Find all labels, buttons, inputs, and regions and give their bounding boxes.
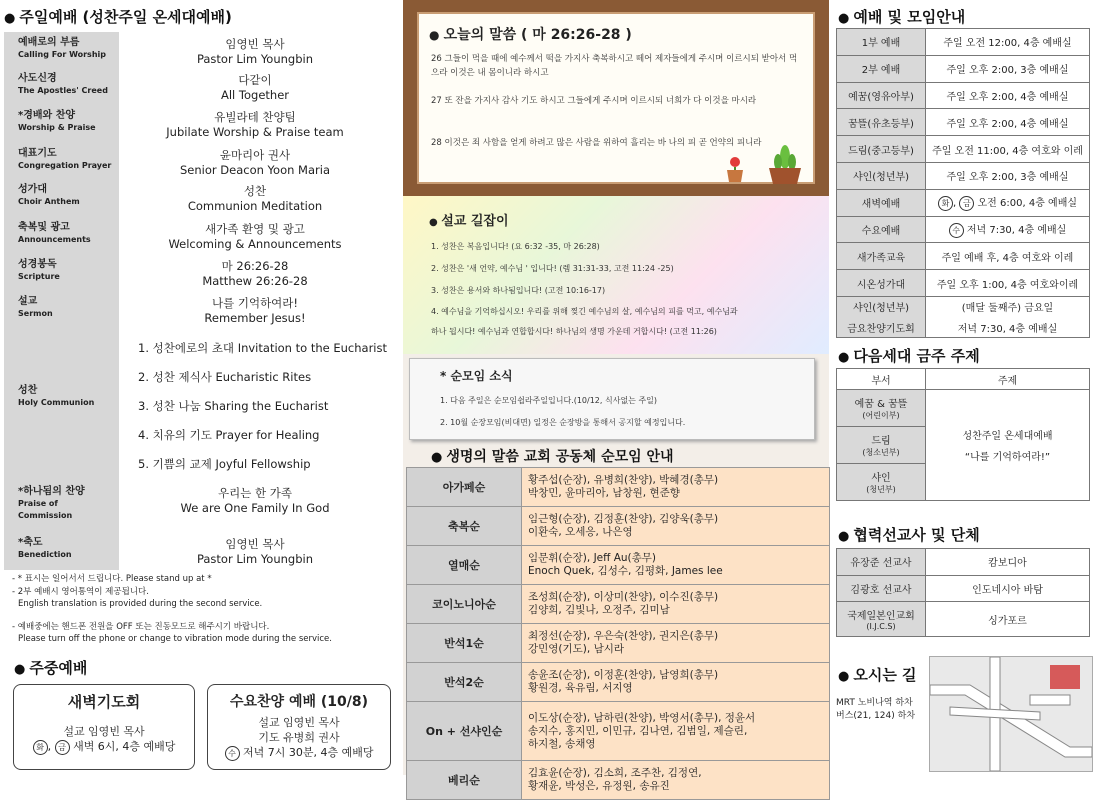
worship-item-value: 새가족 환영 및 광고 Welcoming & Announcements (168, 222, 342, 251)
worship-column: ● 주일예배 (성찬주일 온세대예배) 예배로의 부름 Calling For Worship 임영빈 목사 Pastor Lim Youngbin 사도신경 The Apostles' Creed 다같이 All Together *경배와 찬양 Worship & Praise 유빌라테 찬양팀 Jubilate Worship & Praise team 대표기도 Congregation Prayer 윤마리아 권사 Senior Deacon Yoon Maria 성가대 Choir Anthem 성찬 Communion Meditation 축복및 광고 Announcements 새가족 환영 및 광고 Welcoming & Announcements 성경봉독 Scripture 마 26:26-28 Matthew 26:26-28 설교 Sermon 나를 기억하여라! Remember Jesus! 성찬 Holy Communion 1. 성찬에로의 초대 Invitation to the Eucharist 2. 성찬 제식사 Eucharistic Rites 3. 성찬 나눔 Sharing the Eucharist 4. 치유의 기도 Prayer for Healing 5. 기쁨의 교제 Joyful Fellowship *하나됨의 찬양 Praise of Commission 우리는 한 가족 We are One Family In God *축도 Benediction 임영빈 목사 Pastor Lim Youngbin - * 표시는 일어서서 드립니다. Please stand up at * - 2부 예배시 영어통역이 제공됩니다. English translation is provided during the second service. - 예배중에는 핸드폰 전원을 OFF 또는 진동모드로 해주시기 바랍니다. Please turn off the phone or change to vibration mode during the service. ● 주중예배 새벽기도회 설교 임영빈 목사 화 , 금 새벽 6시, 4층 예배당 수요찬양 예배 (10/8) 설교 임영빈 목사 기도 유병희 권사 수 저녁 7시 30분, 4층 예배당 (0, 0, 400, 775)
schedule-time: 수 저녁 7:30, 4층 예배실 (926, 216, 1090, 243)
sermon-point: 2. 성찬은 '새 언약, 예수님 ' 입니다! (렘 31:31-33, 고전 11:24 -25) (431, 264, 674, 273)
schedule-table (836, 28, 1090, 338)
cell-row (407, 624, 830, 663)
verse-title: ● 오늘의 말씀 ( 마 26:26-28 ) (429, 27, 632, 43)
cell-row (407, 702, 830, 761)
theme-group: 드림 (청소년부) (837, 427, 926, 464)
worship-item-label: *경배와 찬양 Worship & Praise (18, 110, 96, 132)
schedule-name: 1부 예배 (837, 29, 926, 56)
news-item: 2. 10월 순장모임(비대면) 일정은 순장방을 통해서 공지할 예정입니다. (440, 418, 686, 427)
mission-place: 인도네시아 바탐 (926, 575, 1090, 602)
schedule-row (837, 29, 1090, 56)
communion-step: 2. 성찬 제식사 Eucharistic Rites (138, 370, 312, 384)
sermon-title: ● 설교 길잡이 (429, 214, 509, 229)
sermon-guide (403, 196, 829, 354)
cell-row (407, 585, 830, 624)
cell-members: 김효윤(순장), 김소희, 조주찬, 김정연, 황재윤, 박성은, 유정원, 송유진 (522, 761, 830, 800)
worship-item-label: 사도신경 The Apostles' Creed (18, 73, 108, 95)
note: Please turn off the phone or change to vibration mode during the service. (18, 634, 332, 644)
news-title: * 순모임 소식 (440, 369, 513, 383)
cell-name: 축복순 (407, 507, 522, 546)
cells-table (406, 467, 830, 800)
cell-row (407, 546, 830, 585)
worship-item-value: 다같이 All Together (221, 73, 289, 102)
worship-item-label: 성가대 Choir Anthem (18, 184, 80, 206)
cells-title: ● 생명의 말씀 교회 공동체 순모임 안내 (431, 449, 674, 465)
schedule-time: (매달 둘째주) 금요일 저녁 7:30, 4층 예배실 (926, 296, 1090, 337)
map-drawing (930, 657, 1092, 771)
cell-name: 반석1순 (407, 624, 522, 663)
communion-step: 4. 치유의 기도 Prayer for Healing (138, 428, 320, 442)
schedule-time: 주일 오후 1:00, 4층 여호와이레 (926, 270, 1090, 297)
weekday-title: ● 주중예배 (14, 659, 88, 677)
cell-row (407, 761, 830, 800)
missions-table (836, 548, 1090, 637)
note: - 2부 예배시 영어통역이 제공됩니다. (12, 587, 149, 597)
schedule-name: 2부 예배 (837, 55, 926, 82)
schedule-time: 주일 오후 2:00, 4층 예배실 (926, 109, 1090, 136)
verse-line: 27 또 잔을 가지사 감사 기도 하시고 그들에게 주시며 이르시되 너희가 다 이것을 마시라 (431, 96, 757, 106)
cell-name: 반석2순 (407, 663, 522, 702)
missionary-name: 유장준 선교사 (837, 549, 926, 576)
center-column (403, 0, 829, 792)
missions-title: ● 협력선교사 및 단체 (838, 526, 980, 544)
cell-members: 이도상(순장), 남하린(찬양), 박영서(총무), 정윤서 송지수, 홍지민, 이민규, 김나연, 김범일, 제슬린, 하지철, 송채영 (522, 702, 830, 761)
schedule-time: 주일 오전 12:00, 4층 예배실 (926, 29, 1090, 56)
note: - 예배중에는 핸드폰 전원을 OFF 또는 진동모드로 해주시기 바랍니다. (12, 622, 270, 632)
cell-row (407, 507, 830, 546)
info-column (832, 0, 1096, 775)
theme-title: ● 다음세대 금주 주제 (838, 347, 980, 365)
schedule-time: 주일 오후 2:00, 3층 예배실 (926, 55, 1090, 82)
cell-news-box (409, 358, 815, 440)
worship-item-label: 대표기도 Congregation Prayer (18, 148, 112, 170)
worship-item-value: 임영빈 목사 Pastor Lim Youngbin (196, 37, 314, 66)
cell-row (407, 468, 830, 507)
cell-members: 임근형(순장), 김정훈(찬양), 김양욱(총무) 이환숙, 오세응, 나은영 (522, 507, 830, 546)
worship-item-label: 축복및 광고 Announcements (18, 222, 91, 244)
cell-name: 열매순 (407, 546, 522, 585)
schedule-row (837, 109, 1090, 136)
schedule-title: ● 예배 및 모임안내 (838, 8, 966, 26)
schedule-name: 예꿈(영유아부) (837, 82, 926, 109)
note: English translation is provided during the second service. (18, 599, 263, 609)
schedule-time: 주일 오전 11:00, 4층 여호와 이레 (926, 136, 1090, 163)
schedule-name: 꿈뜰(유초등부) (837, 109, 926, 136)
mission-place: 캄보디아 (926, 549, 1090, 576)
communion-step: 3. 성찬 나눔 Sharing the Eucharist (138, 399, 329, 413)
theme-header: 주제 (926, 369, 1090, 390)
schedule-time: 주일 오후 2:00, 4층 예배실 (926, 82, 1090, 109)
sermon-point: 하나 됩시다! 예수님과 연합합시다! 하나님의 생명 가운데 거합시다! (고전 11:26) (431, 327, 717, 336)
worship-item-value: 나를 기억하여라! Remember Jesus! (204, 296, 306, 325)
schedule-name: 드림(중고등부) (837, 136, 926, 163)
worship-item-label: 성경봉독 Scripture (18, 259, 60, 281)
theme-group: 예꿈 & 꿈뜰 (어린이부) (837, 390, 926, 427)
theme-table (836, 368, 1090, 501)
cell-members: 황주섭(순장), 유병희(찬양), 박혜경(총무) 박창민, 윤마리아, 남창원, 현준향 (522, 468, 830, 507)
worship-item-value: 성찬 Communion Meditation (187, 184, 323, 213)
schedule-row (837, 162, 1090, 189)
missionary-name: 국제일본인교회 (I.J.C.S) (837, 602, 926, 637)
sermon-point: 4. 예수님을 기억하십시오! 우리를 위해 찢긴 예수님의 살, 예수님의 피를 먹고, 예수님과 (431, 307, 738, 316)
cell-members: 조성희(순장), 이상미(찬양), 이수진(총무) 김양희, 김빛나, 오정주, 김미남 (522, 585, 830, 624)
theme-header: 부서 (837, 369, 926, 390)
schedule-name: 새벽예배 (837, 189, 926, 216)
cell-members: 최정선(순장), 우은숙(찬양), 권지은(총무) 강민영(기도), 남시라 (522, 624, 830, 663)
schedule-row (837, 82, 1090, 109)
cell-name: 아가페순 (407, 468, 522, 507)
verse-line: 26 그들이 먹을 때에 예수께서 떡을 가지사 축복하시고 떼어 제자들에게 주시며 이르시되 받아서 먹으라 이것은 내 몸이니라 하시고 (431, 54, 798, 78)
schedule-row (837, 270, 1090, 297)
schedule-name: 새가족교육 (837, 243, 926, 270)
worship-title: ● 주일예배 (성찬주일 온세대예배) (4, 8, 232, 26)
schedule-row (837, 55, 1090, 82)
schedule-row (837, 243, 1090, 270)
schedule-name: 샤인(청년부) 금요찬양기도회 (837, 296, 926, 337)
dawn-prayer-box: 새벽기도회 설교 임영빈 목사 화 , 금 새벽 6시, 4층 예배당 (13, 684, 195, 770)
plant-pots-icon (723, 142, 803, 184)
communion-step: 1. 성찬에로의 초대 Invitation to the Eucharist (138, 341, 387, 355)
cell-members: 임문휘(순장), Jeff Au(총무) Enoch Quek, 김성수, 김평화, James lee (522, 546, 830, 585)
directions-title: ● 오시는 길 (838, 666, 917, 684)
schedule-name: 샤인(청년부) (837, 162, 926, 189)
schedule-time: 주일 예배 후, 4층 여호와 이레 (926, 243, 1090, 270)
verse-line: 28 이것은 죄 사함을 얻게 하려고 많은 사람을 위하여 흘리는 바 나의 피 곧 언약의 피니라 (431, 138, 762, 148)
schedule-name: 시온성가대 (837, 270, 926, 297)
schedule-row (837, 136, 1090, 163)
sermon-point: 1. 성찬은 복음입니다! (요 6:32 -35, 마 26:28) (431, 242, 600, 251)
worship-item-value: 마 26:26-28 Matthew 26:26-28 (202, 259, 308, 288)
schedule-time: 화 , 금 오전 6:00, 4층 예배실 (926, 189, 1090, 216)
worship-item-value: 유빌라테 찬양팀 Jubilate Worship & Praise team (166, 110, 344, 139)
worship-item-label: 예배로의 부름 Calling For Worship (18, 37, 106, 59)
mission-place: 싱가포르 (926, 602, 1090, 637)
note: - * 표시는 일어서서 드립니다. Please stand up at * (12, 574, 212, 584)
news-item: 1. 다음 주일은 순모임쉽라주일입니다.(10/12, 식사없는 주일) (440, 396, 658, 405)
verse-board (403, 0, 829, 196)
cell-name: 코이노니아순 (407, 585, 522, 624)
schedule-row (837, 216, 1090, 243)
theme-group: 샤인 (청년부) (837, 464, 926, 501)
location-map[interactable] (929, 656, 1093, 772)
cell-members: 송윤조(순장), 이정훈(찬양), 남영희(총무) 황원경, 육유림, 서지영 (522, 663, 830, 702)
schedule-time: 주일 오후 2:00, 3층 예배실 (926, 162, 1090, 189)
missionary-name: 김광호 선교사 (837, 575, 926, 602)
schedule-name: 수요예배 (837, 216, 926, 243)
cell-row (407, 663, 830, 702)
schedule-row (837, 189, 1090, 216)
communion-step: 5. 기쁨의 교제 Joyful Fellowship (138, 457, 311, 471)
worship-item-label: 설교 Sermon (18, 296, 53, 318)
worship-item-value: 윤마리아 권사 Senior Deacon Yoon Maria (179, 148, 330, 177)
directions-text: MRT 노비나역 하차 버스(21, 124) 하차 (836, 698, 916, 721)
wednesday-box: 수요찬양 예배 (10/8) 설교 임영빈 목사 기도 유병희 권사 수 저녁 7시 30분, 4층 예배당 (207, 684, 391, 770)
schedule-row (837, 296, 1090, 337)
cell-name: On + 선샤인순 (407, 702, 522, 761)
cell-name: 베리순 (407, 761, 522, 800)
sermon-point: 3. 성찬은 용서와 하나됨입니다! (고전 10:16-17) (431, 286, 606, 295)
theme-topic: 성찬주일 온세대예배 “나를 기억하여라!” (926, 390, 1090, 501)
